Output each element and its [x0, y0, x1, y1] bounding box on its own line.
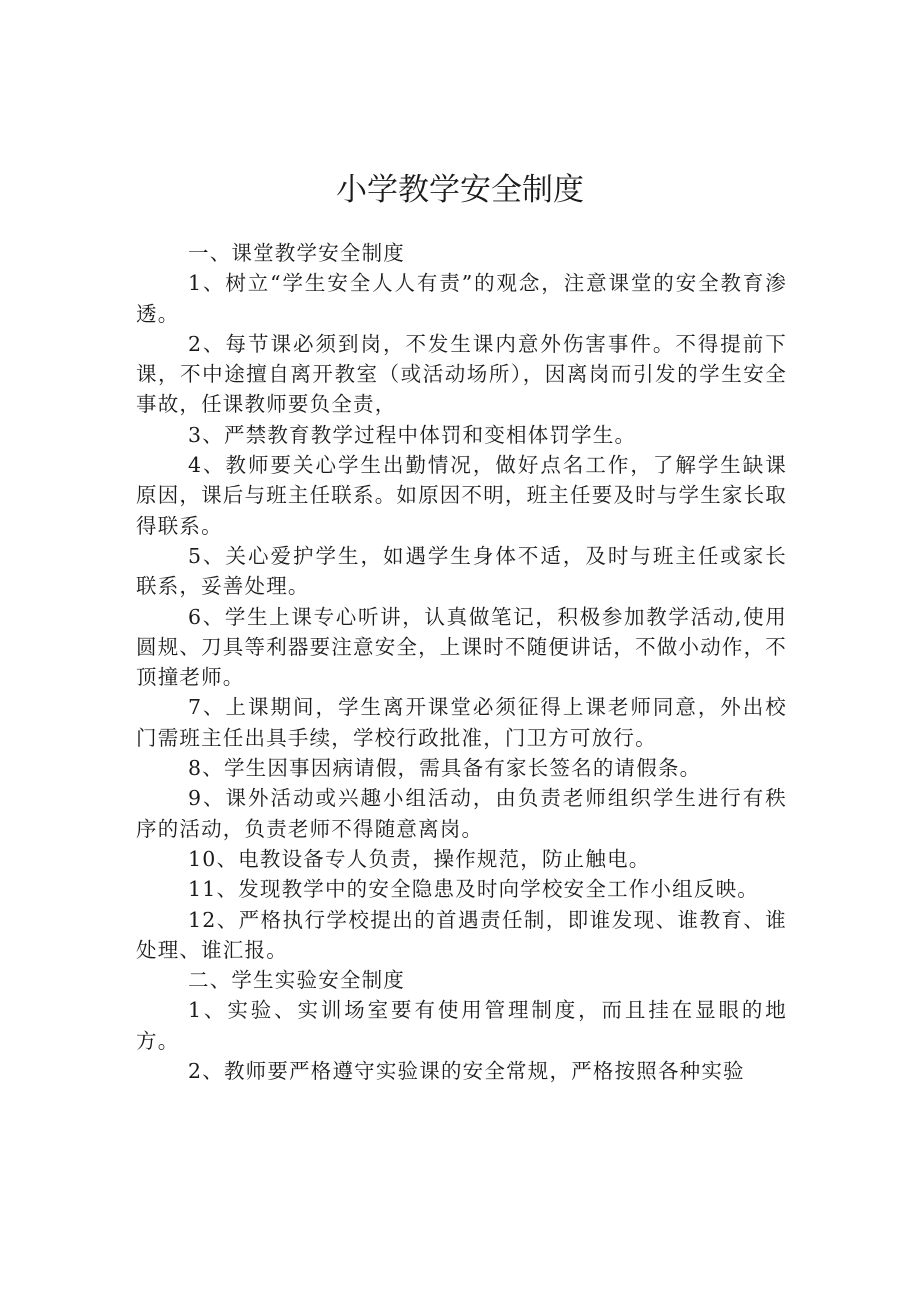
paragraph-item: 6、学生上课专心听讲，认真做笔记，积极参加教学活动,使用圆规、刀具等利器要注意安全，上课时不随便讲话，不做小动作，不顶撞老师。 — [136, 604, 787, 690]
paragraph-item: 8、学生因事因病请假，需具备有家长签名的请假条。 — [188, 756, 702, 781]
paragraph-item: 5、关心爱护学生，如遇学生身体不适，及时与班主任或家长联系，妥善处理。 — [136, 543, 787, 599]
section-heading-lab: 二、学生实验安全制度 — [188, 968, 405, 993]
paragraph-item: 2、每节课必须到岗，不发生课内意外伤害事件。不得提前下课，不中途擅自离开教室（或活动场所），因离岗而引发的学生安全事故，任课教师要负全责， — [136, 331, 787, 417]
document-title: 小学教学安全制度 — [336, 172, 584, 208]
paragraph-item: 12、严格执行学校提出的首遇责任制，即谁发现、谁教育、谁处理、谁汇报。 — [136, 907, 787, 962]
document-body — [136, 238, 787, 1086]
paragraph-item: 10、电教设备专人负责，操作规范，防止触电。 — [188, 846, 651, 871]
paragraph-item: 3、严禁教育教学过程中体罚和变相体罚学生。 — [188, 422, 637, 447]
paragraph-item: 1、树立“学生安全人人有责”的观念，注意课堂的安全教育渗透。 — [136, 271, 787, 326]
paragraph-item: 11、发现教学中的安全隐患及时向学校安全工作小组反映。 — [188, 877, 759, 902]
section-heading-classroom: 一、课堂教学安全制度 — [188, 241, 405, 265]
paragraph-item: 9、课外活动或兴趣小组活动，由负责老师组织学生进行有秩序的活动，负责老师不得随意离岗。 — [136, 786, 787, 841]
paragraph-item: 1、实验、实训场室要有使用管理制度，而且挂在显眼的地方。 — [136, 998, 787, 1053]
paragraph-item: 4、教师要关心学生出勤情况，做好点名工作，了解学生缺课原因，课后与班主任联系。如原因不明，班主任要及时与学生家长取得联系。 — [136, 453, 787, 538]
paragraph-item: 7、上课期间，学生离开课堂必须征得上课老师同意，外出校门需班主任出具手续，学校行政批准，门卫方可放行。 — [136, 695, 787, 750]
paragraph-item: 2、教师要严格遵守实验课的安全常规，严格按照各种实验 — [188, 1059, 745, 1084]
